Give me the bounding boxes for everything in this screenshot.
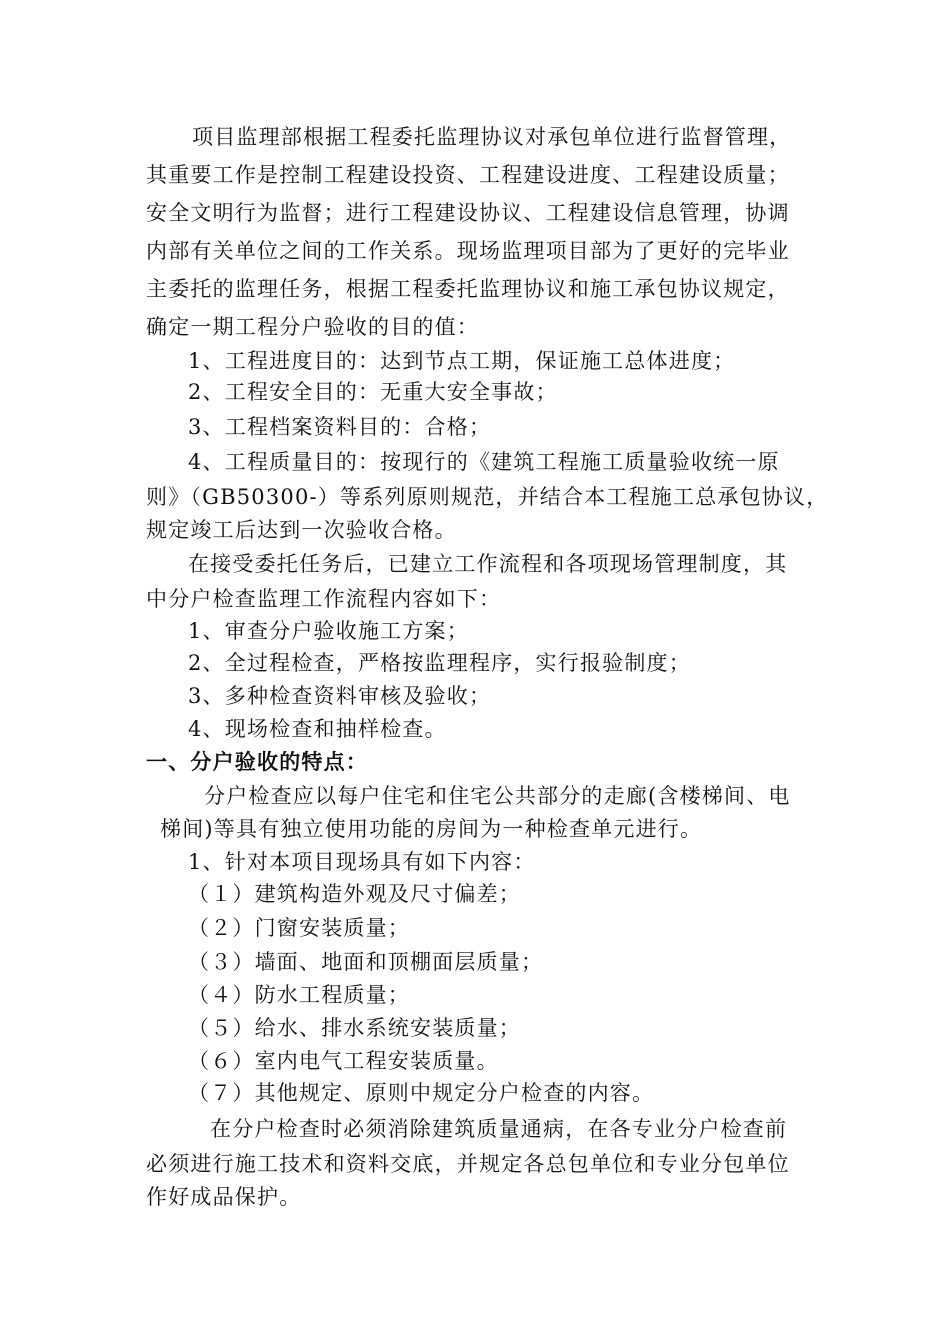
intro-line-5: 主委托的监理任务，根据工程委托监理协议和施工承包协议规定， bbox=[146, 277, 790, 301]
section1-para-line-2: 梯间)等具有独立使用功能的房间为一种检查单元进行。 bbox=[160, 817, 703, 841]
intro-line-2: 其重要工作是控制工程建设投资、工程建设进度、工程建设质量； bbox=[146, 163, 790, 187]
scope-intro: 1、针对本项目现场具有如下内容： bbox=[188, 850, 536, 874]
closing-para-line-2: 必须进行施工技术和资料交底，并规定各总包单位和专业分包单位 bbox=[146, 1152, 790, 1176]
scope-item-6: （６）室内电气工程安装质量。 bbox=[188, 1049, 499, 1073]
closing-para-line-3: 作好成品保护。 bbox=[146, 1185, 302, 1209]
section1-para-line-1: 分户检查应以每户住宅和住宅公共部分的走廊(含楼梯间、电 bbox=[204, 784, 791, 808]
goal-item-4-cont-1: 则》（GB50300-）等系列原则规范，并结合本工程施工总承包协议， bbox=[146, 485, 829, 509]
closing-para-line-1: 在分户检查时必须消除建筑质量通病，在各专业分户检查前 bbox=[210, 1117, 788, 1141]
intro-line-1: 项目监理部根据工程委托监理协议对承包单位进行监督管理， bbox=[192, 125, 792, 149]
scope-item-7: （７）其他规定、原则中规定分户检查的内容。 bbox=[188, 1081, 655, 1105]
goal-item-4: 4、工程质量目的：按现行的《建筑工程施工质量验收统一原 bbox=[188, 450, 780, 474]
section-heading-1: 一、分户验收的特点： bbox=[146, 749, 368, 774]
workflow-item-4: 4、现场检查和抽样检查。 bbox=[188, 717, 447, 741]
workflow-item-1: 1、审查分户验收施工方案； bbox=[188, 619, 469, 643]
goal-item-4-cont-2: 规定竣工后达到一次验收合格。 bbox=[146, 518, 457, 542]
intro-line-3: 安全文明行为监督；进行工程建设协议、工程建设信息管理，协调 bbox=[146, 201, 790, 225]
goal-item-1: 1、工程进度目的：达到节点工期，保证施工总体进度； bbox=[188, 349, 736, 373]
scope-item-2: （２）门窗安装质量； bbox=[188, 916, 410, 940]
workflow-item-3: 3、多种检查资料审核及验收； bbox=[188, 684, 492, 708]
goal-item-3: 3、工程档案资料目的：合格； bbox=[188, 415, 492, 439]
scope-item-3: （３）墙面、地面和顶棚面层质量； bbox=[188, 950, 544, 974]
scope-item-5: （５）给水、排水系统安装质量； bbox=[188, 1016, 521, 1040]
intro-line-4: 内部有关单位之间的工作关系。现场监理项目部为了更好的完毕业 bbox=[146, 239, 790, 263]
goal-item-2: 2、工程安全目的：无重大安全事故； bbox=[188, 380, 558, 404]
intro-line-6: 确定一期工程分户验收的目的值： bbox=[146, 315, 479, 339]
workflow-item-2: 2、全过程检查，严格按监理程序，实行报验制度； bbox=[188, 651, 691, 675]
scope-item-4: （４）防水工程质量； bbox=[188, 983, 410, 1007]
workflow-intro-line-1: 在接受委托任务后，已建立工作流程和各项现场管理制度，其 bbox=[188, 552, 788, 576]
scope-item-1: （１）建筑构造外观及尺寸偏差； bbox=[188, 882, 521, 906]
workflow-intro-line-2: 中分户检查监理工作流程内容如下： bbox=[146, 587, 502, 611]
